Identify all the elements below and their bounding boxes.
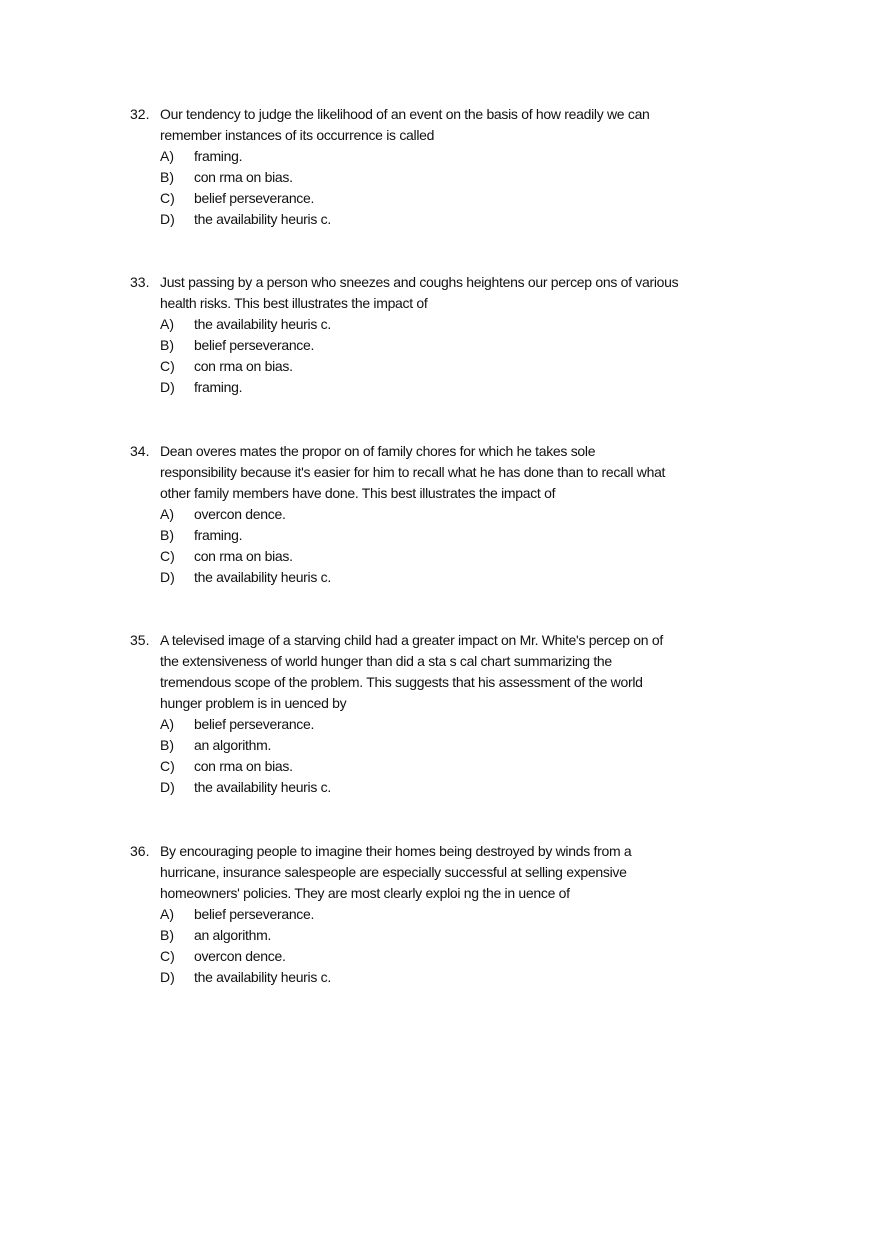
- option-letter: D): [160, 569, 175, 585]
- question-stem-line: [130, 483, 780, 504]
- option-text: the availability heuris c.: [194, 211, 331, 227]
- answer-option: [130, 314, 780, 335]
- question-stem-text: Just passing by a person who sneezes and coughs heightens our percep ons of various: [160, 274, 679, 290]
- question-stem-text: homeowners' policies. They are most clearly exploi ng the in uence of: [160, 885, 570, 901]
- question-stem-line: [130, 272, 780, 293]
- answer-option: [130, 146, 780, 167]
- option-letter: D): [160, 211, 175, 227]
- answer-option: [130, 167, 780, 188]
- answer-option: [130, 209, 780, 230]
- question-number: 34.: [130, 443, 150, 459]
- question-stem-text: other family members have done. This best illustrates the impact of: [160, 485, 556, 501]
- option-text: the availability heuris c.: [194, 779, 331, 795]
- option-text: framing.: [194, 379, 243, 395]
- option-letter: B): [160, 737, 174, 753]
- question-stem-text: hurricane, insurance salespeople are especially successful at selling expensive: [160, 864, 627, 880]
- option-letter: A): [160, 506, 174, 522]
- option-letter: B): [160, 527, 174, 543]
- question-stem-line: [130, 672, 780, 693]
- option-letter: D): [160, 969, 175, 985]
- question-stem-line: [130, 862, 780, 883]
- question-stem-line: [130, 693, 780, 714]
- option-letter: A): [160, 906, 174, 922]
- answer-option: [130, 756, 780, 777]
- option-letter: B): [160, 337, 174, 353]
- option-text: overcon dence.: [194, 948, 286, 964]
- question-stem-text: Dean overes mates the propor on of family chores for which he takes sole: [160, 443, 596, 459]
- question-stem-line: [130, 441, 780, 462]
- question-stem-line: [130, 841, 780, 862]
- answer-option: [130, 335, 780, 356]
- option-letter: C): [160, 358, 175, 374]
- question-36: [130, 841, 780, 988]
- answer-option: [130, 967, 780, 988]
- option-text: an algorithm.: [194, 927, 272, 943]
- option-letter: A): [160, 716, 174, 732]
- question-number: 36.: [130, 843, 150, 859]
- question-number: 32.: [130, 106, 150, 122]
- option-letter: C): [160, 948, 175, 964]
- answer-option: [130, 525, 780, 546]
- question-stem-text: remember instances of its occurrence is called: [160, 127, 435, 143]
- option-text: the availability heuris c.: [194, 316, 331, 332]
- answer-option: [130, 356, 780, 377]
- question-35: [130, 630, 780, 798]
- question-stem-text: Our tendency to judge the likelihood of an event on the basis of how readily we can: [160, 106, 650, 122]
- option-text: the availability heuris c.: [194, 569, 331, 585]
- option-text: the availability heuris c.: [194, 969, 331, 985]
- answer-option: [130, 735, 780, 756]
- option-letter: A): [160, 316, 174, 332]
- question-number: 35.: [130, 632, 150, 648]
- option-text: belief perseverance.: [194, 190, 315, 206]
- question-stem-text: A televised image of a starving child had a greater impact on Mr. White's percep on of: [160, 632, 663, 648]
- question-stem-text: hunger problem is in uenced by: [160, 695, 347, 711]
- answer-option: [130, 946, 780, 967]
- option-text: framing.: [194, 527, 243, 543]
- answer-option: [130, 377, 780, 398]
- answer-option: [130, 567, 780, 588]
- question-stem-line: [130, 104, 780, 125]
- option-text: con rma on bias.: [194, 758, 293, 774]
- option-text: belief perseverance.: [194, 337, 315, 353]
- question-stem-line: [130, 293, 780, 314]
- question-stem-text: health risks. This best illustrates the impact of: [160, 295, 428, 311]
- option-letter: C): [160, 190, 175, 206]
- option-letter: D): [160, 779, 175, 795]
- option-text: framing.: [194, 148, 243, 164]
- option-letter: C): [160, 548, 175, 564]
- option-letter: B): [160, 927, 174, 943]
- question-stem-text: responsibility because it's easier for him to recall what he has done than to recall what: [160, 464, 666, 480]
- question-stem-line: [130, 630, 780, 651]
- answer-option: [130, 777, 780, 798]
- answer-option: [130, 504, 780, 525]
- question-33: [130, 272, 780, 398]
- question-32: [130, 104, 780, 230]
- option-text: an algorithm.: [194, 737, 272, 753]
- question-stem-line: [130, 462, 780, 483]
- question-stem-line: [130, 125, 780, 146]
- question-34: [130, 441, 780, 588]
- answer-option: [130, 188, 780, 209]
- question-stem-line: [130, 651, 780, 672]
- answer-option: [130, 714, 780, 735]
- question-stem-line: [130, 883, 780, 904]
- question-number: 33.: [130, 274, 150, 290]
- question-stem-text: tremendous scope of the problem. This suggests that his assessment of the world: [160, 674, 643, 690]
- question-stem-text: By encouraging people to imagine their homes being destroyed by winds from a: [160, 843, 632, 859]
- option-text: belief perseverance.: [194, 716, 315, 732]
- question-stem-text: the extensiveness of world hunger than did a sta s cal chart summarizing the: [160, 653, 612, 669]
- option-text: con rma on bias.: [194, 169, 293, 185]
- option-letter: A): [160, 148, 174, 164]
- option-text: con rma on bias.: [194, 358, 293, 374]
- answer-option: [130, 904, 780, 925]
- option-letter: D): [160, 379, 175, 395]
- option-text: belief perseverance.: [194, 906, 315, 922]
- option-letter: C): [160, 758, 175, 774]
- option-text: con rma on bias.: [194, 548, 293, 564]
- option-letter: B): [160, 169, 174, 185]
- answer-option: [130, 925, 780, 946]
- option-text: overcon dence.: [194, 506, 286, 522]
- answer-option: [130, 546, 780, 567]
